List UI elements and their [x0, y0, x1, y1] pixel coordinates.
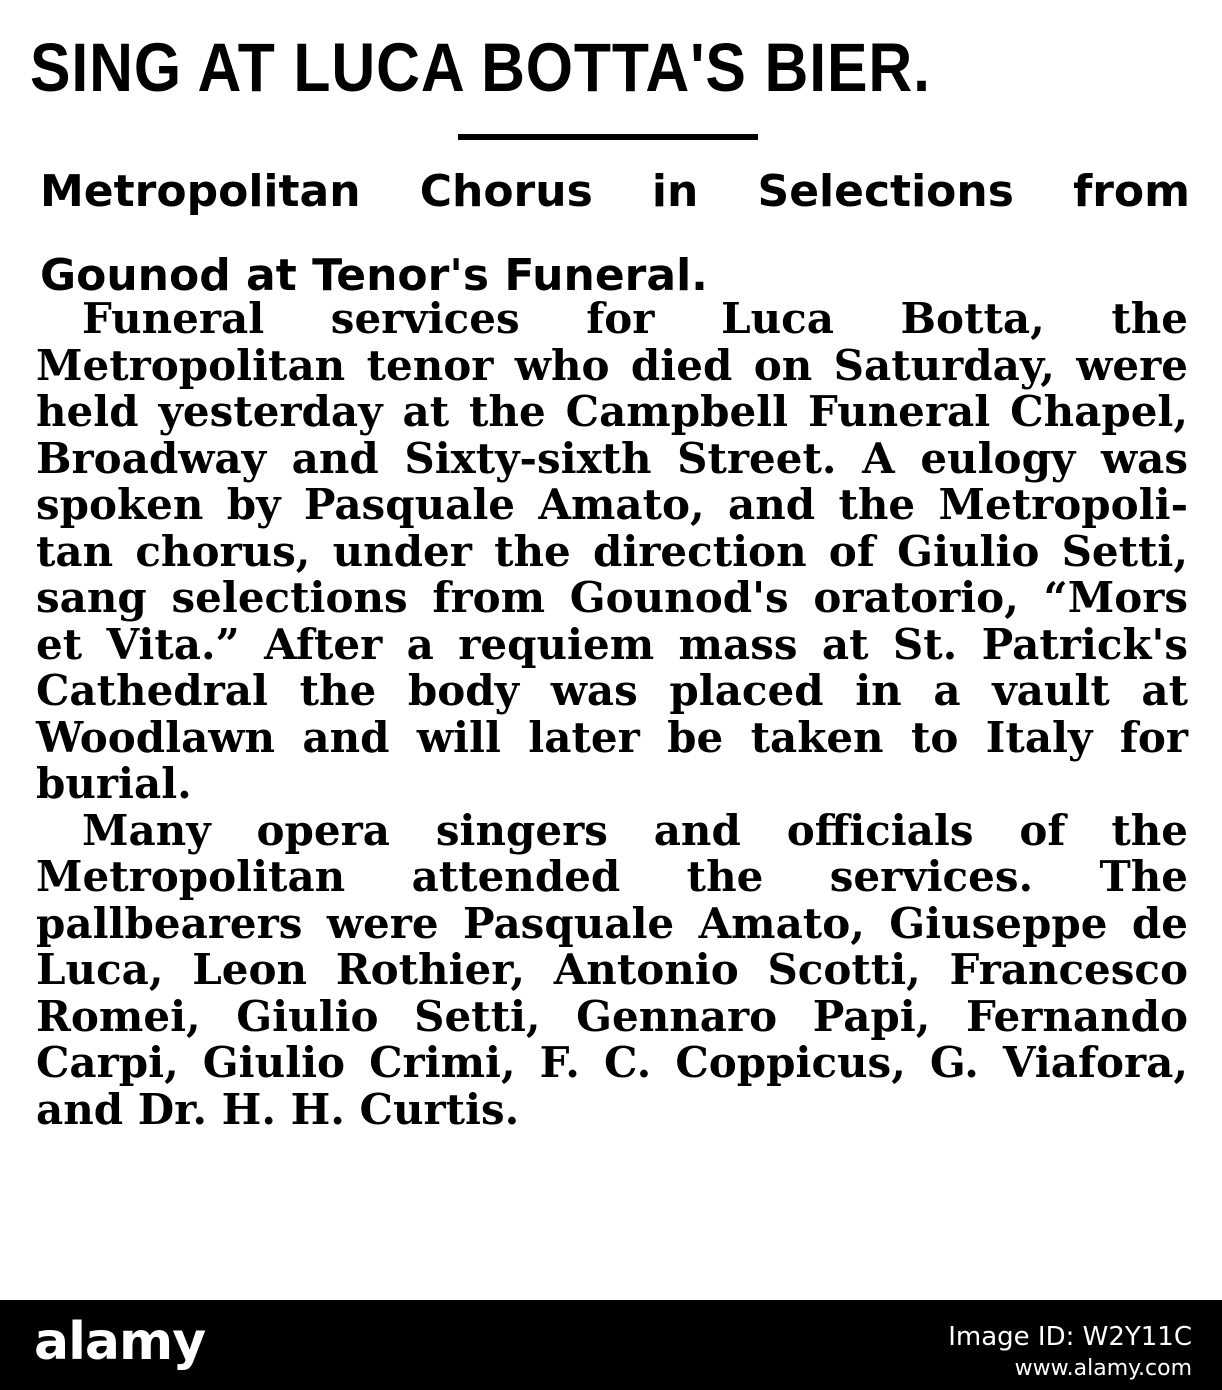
- stock-photo-footer: [0, 1300, 1222, 1390]
- subheading: Metropolitan Chorus in Selections from Gounod at Tenor's Funeral.: [40, 166, 1190, 301]
- site-url: www.alamy.com: [1014, 1356, 1192, 1381]
- image-id: Image ID: W2Y11C: [948, 1322, 1192, 1352]
- article-paragraph-2: Many opera singers and officials of the Metropolitan attended the services. The pallbearers were Pasquale Amato, Giuseppe de Luca, Leon Rothier, Antonio Scotti, Francesco Romei, Giulio Setti, Gennaro Papi, Fernando Carpi, Giulio Crimi, F. C. Coppicus, G. Viafora, and Dr. H. H. Curtis.: [36, 805, 1188, 1134]
- headline: SING AT LUCA BOTTA'S BIER.: [30, 29, 931, 106]
- headline-divider-rule: [458, 134, 758, 140]
- article-body: [36, 296, 1188, 1133]
- alamy-logo: alamy: [34, 1312, 206, 1372]
- image-meta: [948, 1320, 1192, 1384]
- article-paragraph-1: Funeral services for Luca Botta, the Metropolitan tenor who died on Saturday, were held yesterday at the Campbell Funeral Chapel, Broadway and Sixty-sixth Street. A eulogy was spoken by Pasquale Amato, and the Metropolitan chorus, under the direction of Giulio Setti, sang selections from Gounod's oratorio, “Mors et Vita.” After a requiem mass at St. Patrick's Cathedral the body was placed in a vault at Woodlawn and will later be taken to Italy for burial.: [36, 294, 1188, 808]
